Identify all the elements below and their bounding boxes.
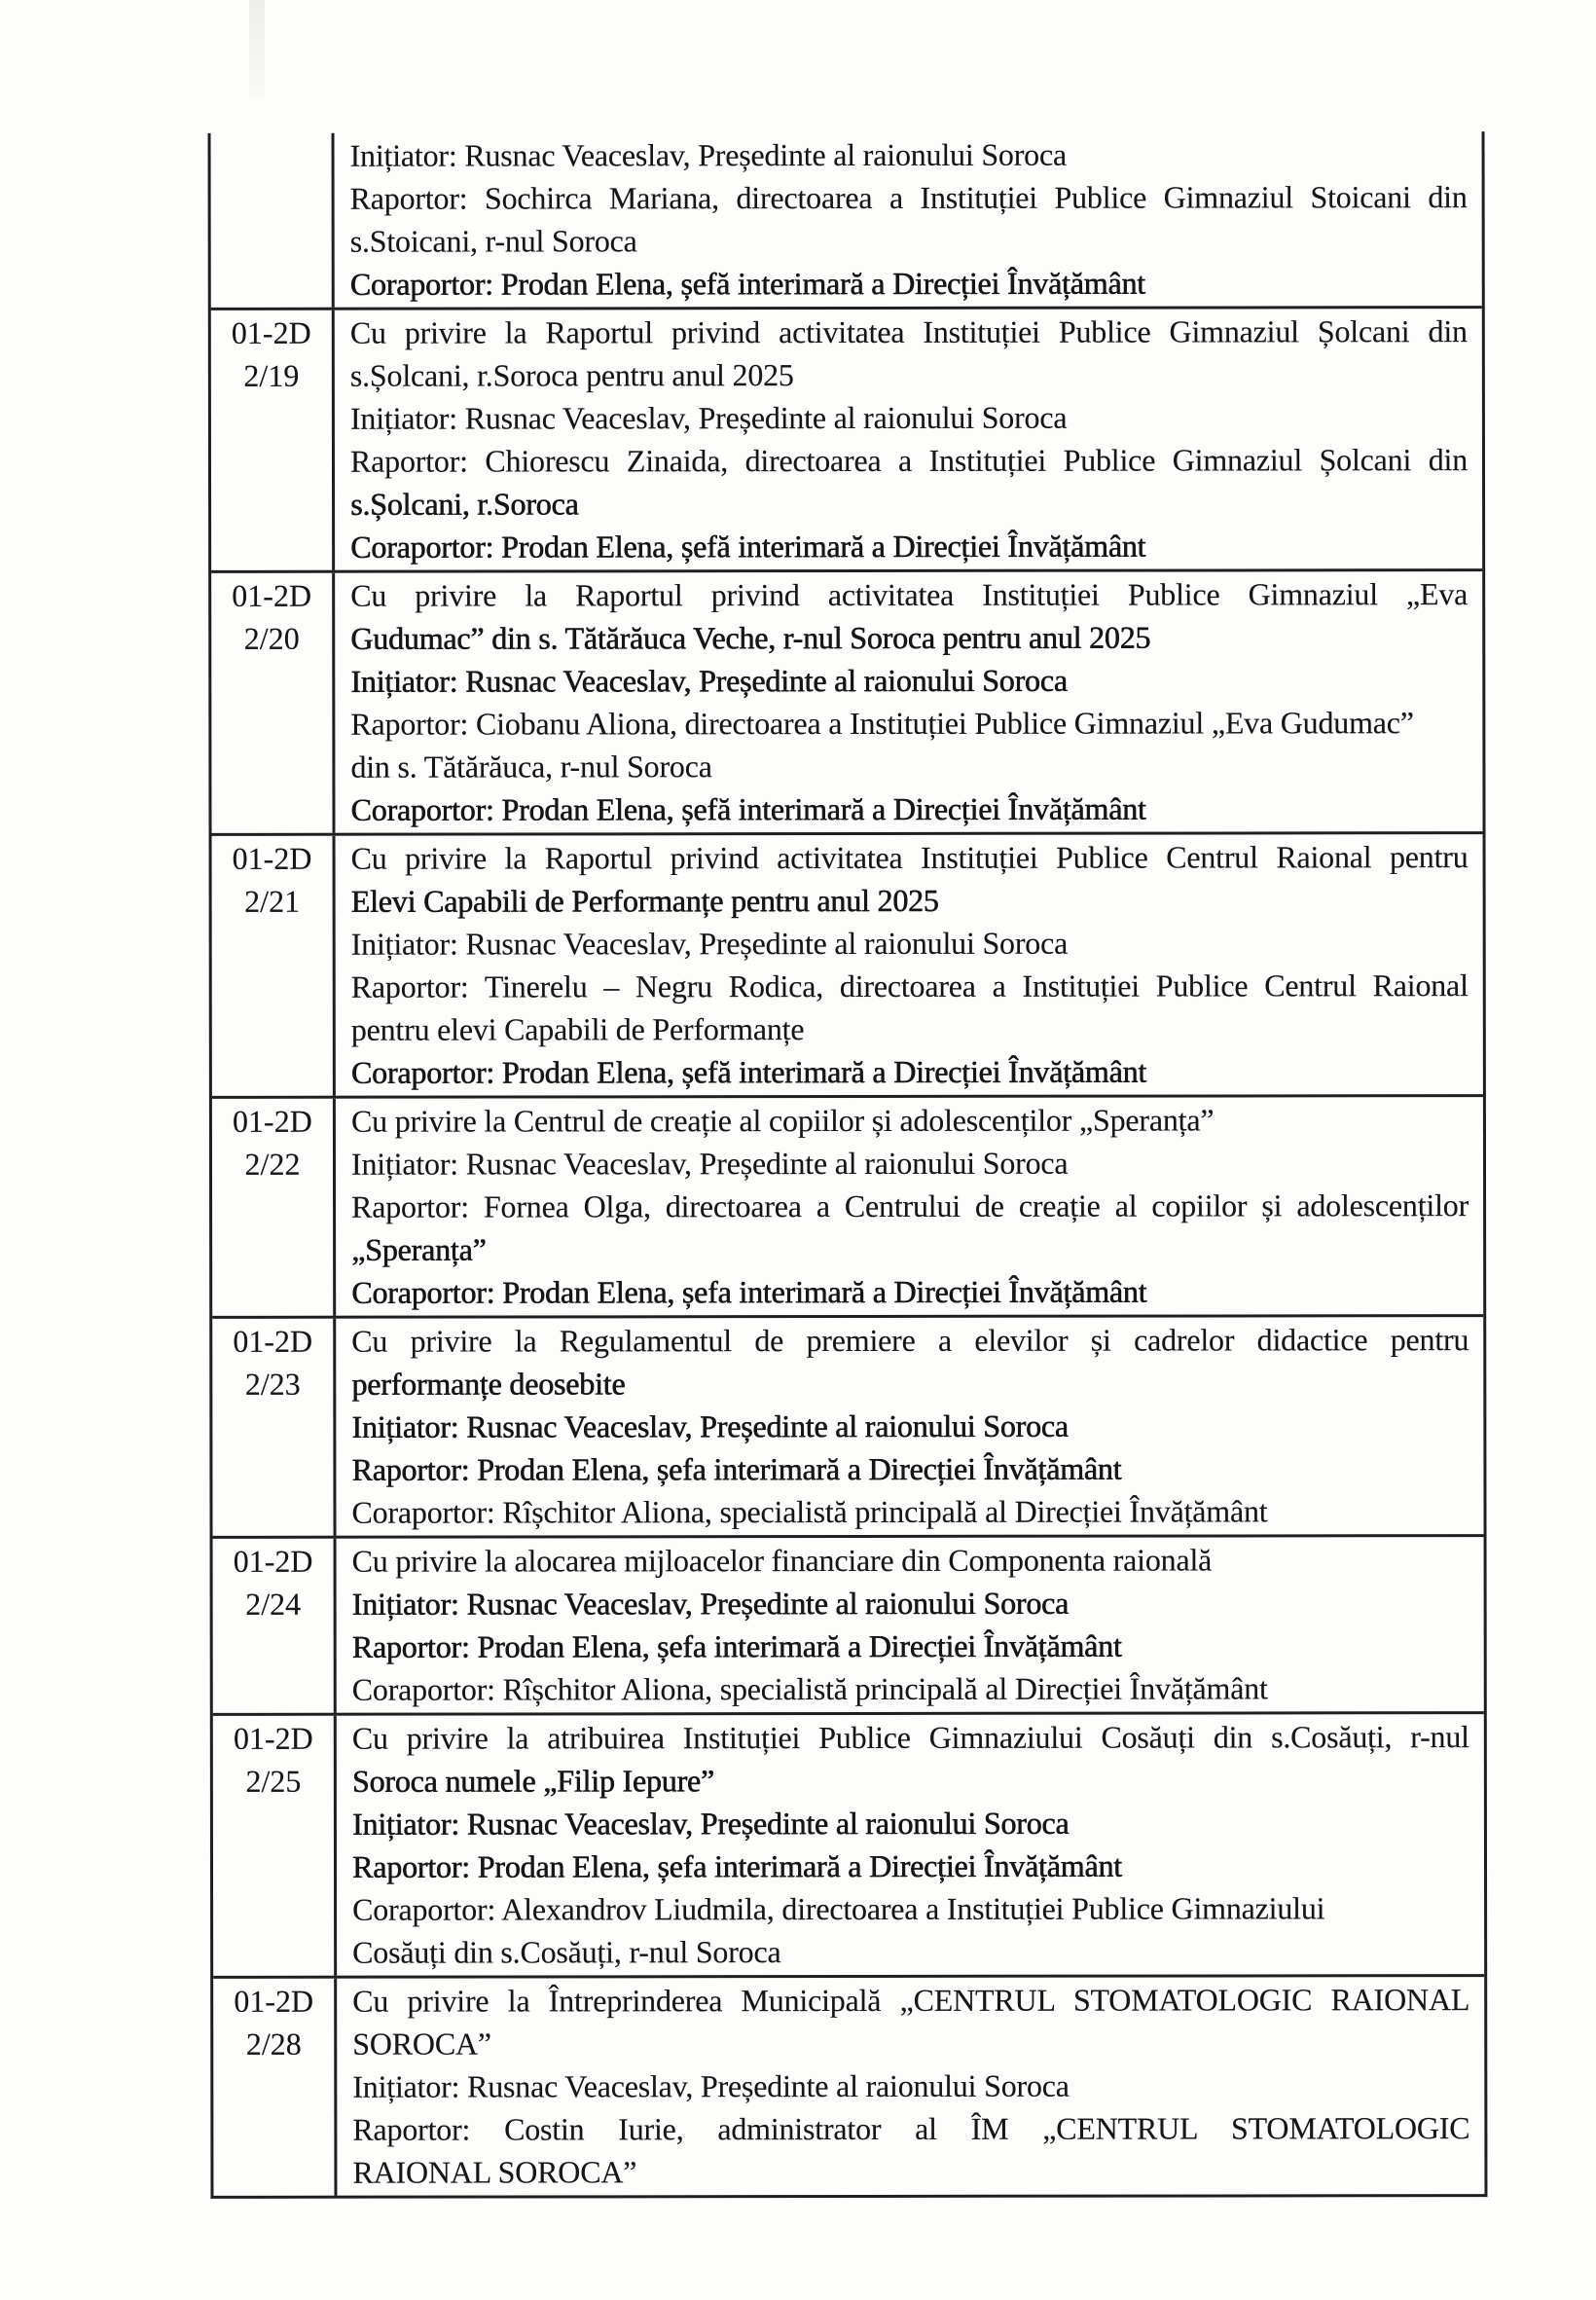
text-line: Gudumac” din s. Tătărăuca Veche, r-nul Soroca pentru anul 2025 [350, 619, 1151, 656]
item-code: 01-2D [233, 1323, 313, 1359]
item-content-cell [337, 1537, 1484, 1713]
text-line: Coraportor: Rîșchitor Aliona, specialistă principală al Direcției Învățământ [351, 1670, 1268, 1707]
text-line: Coraportor: Alexandrov Liudmila, directoarea a Instituției Publice Gimnaziului [352, 1890, 1325, 1927]
item-code-cell [211, 310, 335, 570]
item-code: 2/22 [244, 1146, 301, 1182]
text-line: Inițiator: Rusnac Veaceslav, Președinte al raionului Soroca [351, 1805, 1070, 1842]
text-line: Elevi Capabili de Performanțe pentru anul 2025 [350, 882, 939, 919]
item-code: 01-2D [231, 314, 311, 350]
text-line: SOROCA” [352, 2026, 491, 2062]
item-content-cell [336, 1097, 1483, 1316]
item-code-cell [213, 1539, 337, 1713]
table-row [213, 1711, 1484, 1976]
text-line: Coraportor: Prodan Elena, șefă interimară a Direcției Învățământ [350, 1053, 1146, 1090]
text-line: Raportor: Tinerelu – Negru Rodica, directoarea a Instituției Publice Centrul Raional [350, 967, 1469, 1004]
text-line: Raportor: Fornea Olga, directoarea a Centrului de creație al copiilor și adolescenților [351, 1187, 1469, 1224]
text-line: Raportor: Sochirca Mariana, directoarea a Instituției Publice Gimnaziul Stoicani din [349, 179, 1468, 216]
text-line: s.Șolcani, r.Soroca [350, 486, 579, 522]
item-code: 01-2D [233, 1720, 313, 1756]
text-line: pentru elevi Capabili de Performanțe [350, 1011, 805, 1047]
text-line: Cu privire la Întreprinderea Municipală „CENTRUL STOMATOLOGIC RAIONAL [352, 1982, 1470, 2019]
text-line: Cu privire la alocarea mijloacelor financiare din Componenta raională [351, 1542, 1213, 1579]
text-line: Inițiator: Rusnac Veaceslav, Președinte al raionului Soroca [350, 662, 1068, 699]
text-line: Cu privire la Raportul privind activitatea Instituției Publice Gimnaziul „Eva [350, 576, 1469, 613]
text-line: Raportor: Prodan Elena, șefa interimară a Direcției Învățământ [351, 1627, 1122, 1664]
item-code-cell [213, 1979, 337, 2196]
item-code: 2/23 [244, 1366, 301, 1402]
table-row [211, 131, 1482, 308]
text-line: Inițiator: Rusnac Veaceslav, Președinte al raionului Soroca [351, 1585, 1070, 1622]
table-row [212, 1094, 1483, 1316]
text-line: Cu privire la Raportul privind activitatea Instituției Publice Centrul Raional pentru [350, 839, 1469, 876]
text-line: din s. Tătărăuca, r-nul Soroca [350, 748, 712, 785]
scan-artifact [249, 0, 265, 99]
item-code: 2/20 [243, 620, 300, 656]
item-content-cell [337, 1977, 1484, 2196]
item-code: 01-2D [233, 1103, 312, 1139]
text-line: Inițiator: Rusnac Veaceslav, Președinte al raionului Soroca [349, 399, 1068, 436]
text-line: Coraportor: Prodan Elena, șefă interimară a Direcției Învățământ [349, 265, 1145, 302]
item-code: 01-2D [233, 1543, 313, 1579]
text-line: Cu privire la Regulamentul de premiere a elevilor și cadrelor didactice pentru [351, 1322, 1469, 1359]
table-row [211, 568, 1482, 833]
table-row [211, 306, 1482, 570]
item-content-cell [336, 834, 1483, 1096]
text-line: performanțe deosebite [351, 1366, 626, 1402]
agenda-table [208, 131, 1488, 2199]
text-line: Cu privire la Raportul privind activitatea Instituției Publice Gimnaziul Șolcani din [349, 313, 1468, 350]
text-line: Cu privire la atribuirea Instituției Publice Gimnaziului Cosăuți din s.Cosăuți, r-nul [351, 1719, 1469, 1756]
table-row [212, 831, 1483, 1096]
item-code-cell [213, 1716, 337, 1976]
item-code: 2/28 [245, 2026, 302, 2062]
text-line: Inițiator: Rusnac Veaceslav, Președinte al raionului Soroca [350, 925, 1069, 962]
text-line: „Speranța” [351, 1231, 487, 1267]
item-content-cell [336, 1317, 1483, 1536]
item-code: 01-2D [234, 1983, 314, 2019]
item-code: 2/19 [243, 357, 300, 393]
item-code: 01-2D [232, 577, 312, 613]
text-line: Raportor: Prodan Elena, șefa interimară a Direcției Învățământ [351, 1847, 1122, 1884]
text-line: Inițiator: Rusnac Veaceslav, Președinte al raionului Soroca [350, 1145, 1069, 1182]
text-line: RAIONAL SOROCA” [352, 2154, 637, 2190]
item-code: 01-2D [232, 840, 312, 876]
text-line: Soroca numele „Filip Iepure” [351, 1763, 714, 1799]
text-line: Raportor: Costin Iurie, administrator al ÎM „CENTRUL STOMATOLOGIC [352, 2110, 1470, 2147]
text-line: Raportor: Ciobanu Aliona, directoarea a Instituției Publice Gimnaziul „Eva Gudumac” [350, 705, 1414, 742]
item-content-cell [337, 1714, 1484, 1976]
item-code-cell [212, 1099, 336, 1316]
text-line: Coraportor: Prodan Elena, șefă interimară a Direcției Învățământ [350, 528, 1146, 565]
text-line: Coraportor: Prodan Elena, șefa interimară a Direcției Învățământ [351, 1273, 1147, 1310]
text-line: Coraportor: Prodan Elena, șefă interimară a Direcției Învățământ [350, 790, 1146, 827]
text-line: Inițiator: Rusnac Veaceslav, Președinte al raionului Soroca [352, 2067, 1070, 2104]
item-code-cell [212, 1319, 336, 1536]
item-code-cell [212, 836, 336, 1096]
item-content-cell [335, 571, 1482, 833]
item-code: 2/24 [245, 1586, 302, 1622]
table-row [213, 1974, 1484, 2196]
item-code-cell [211, 573, 335, 833]
text-line: Cosăuți din s.Cosăuți, r-nul Soroca [352, 1934, 781, 1970]
text-line: Inițiator: Rusnac Veaceslav, Președinte al raionului Soroca [349, 136, 1067, 173]
text-line: s.Stoicani, r-nul Soroca [349, 223, 637, 259]
text-line: Cu privire la Centrul de creație al copiilor și adolescenților „Speranța” [350, 1102, 1215, 1139]
table-row [212, 1314, 1483, 1536]
item-code-cell [211, 133, 335, 308]
text-line: s.Șolcani, r.Soroca pentru anul 2025 [349, 357, 794, 393]
item-content-cell [335, 131, 1482, 308]
item-code: 2/21 [244, 883, 301, 919]
text-line: Inițiator: Rusnac Veaceslav, Președinte al raionului Soroca [351, 1407, 1069, 1444]
text-line: Coraportor: Rîșchitor Aliona, specialistă principală al Direcției Învățământ [351, 1493, 1268, 1530]
text-line: Raportor: Chiorescu Zinaida, directoarea a Instituției Publice Gimnaziul Șolcani din [349, 442, 1469, 479]
table-row [213, 1534, 1484, 1713]
item-content-cell [335, 309, 1482, 570]
text-line: Raportor: Prodan Elena, șefa interimară a Direcției Învățământ [351, 1450, 1122, 1487]
item-code: 2/25 [245, 1763, 302, 1799]
